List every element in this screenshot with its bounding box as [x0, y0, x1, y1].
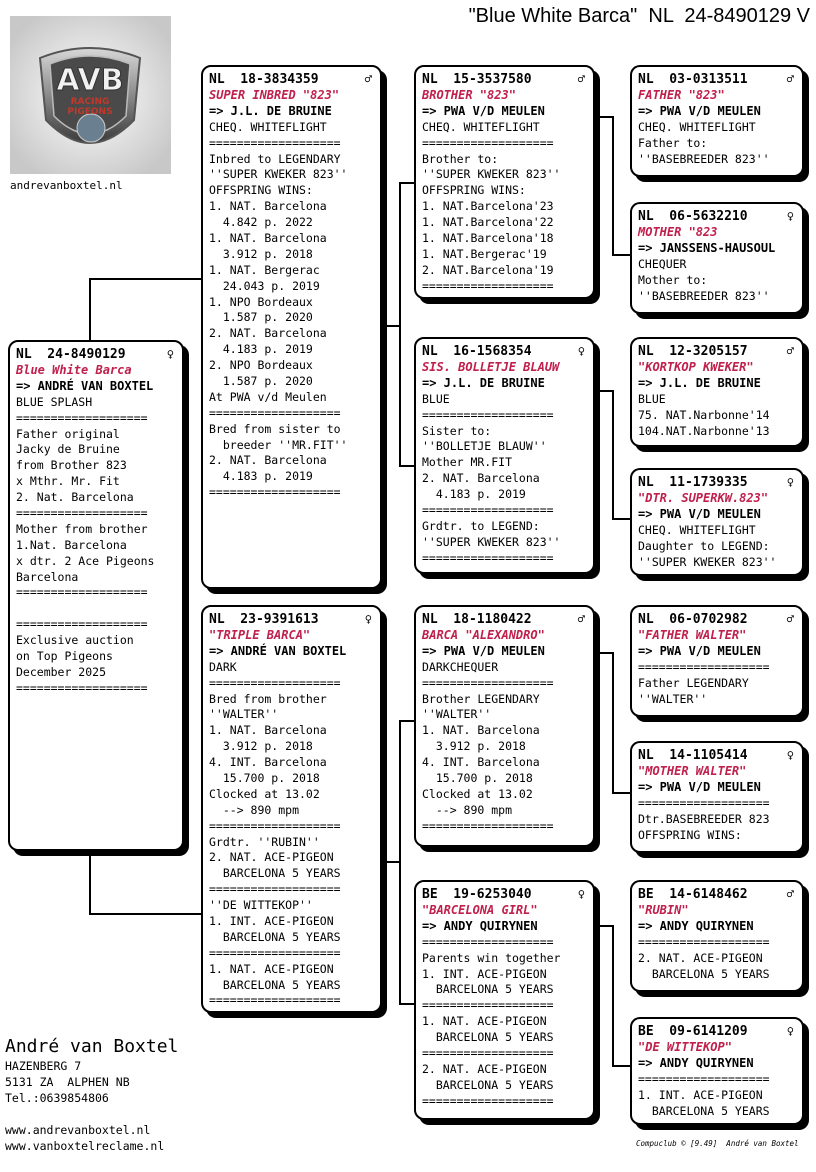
card-line: 2. NAT. ACE-PIGEON: [422, 1061, 547, 1076]
card-line: Exclusive auction: [16, 633, 134, 648]
breeder-line: HAZENBERG 7: [5, 1059, 82, 1073]
card-line: x Mthr. Mr. Fit: [16, 474, 120, 489]
card-line: ===================: [422, 502, 554, 517]
card-line: December 2025: [16, 664, 107, 679]
owner: => PWA V/D MEULEN: [422, 643, 545, 658]
sex-icon: ♂: [786, 72, 794, 86]
card-line: 1. NAT. Barcelona: [422, 723, 540, 738]
pigeon-name: BARCA "ALEXANDRO": [422, 627, 545, 642]
card-line: ''BASEBREEDER 823'': [638, 151, 770, 166]
card-line: 1. NAT. Barcelona: [209, 723, 327, 738]
pigeon-name: "TRIPLE BARCA": [209, 627, 311, 642]
card-line: ===================: [16, 585, 148, 600]
ring-number: [422, 612, 587, 628]
connector: [612, 652, 614, 794]
pigeon-name: "RUBIN": [638, 902, 689, 917]
breeder-info: [5, 1036, 178, 1154]
card-line: ===================: [209, 993, 341, 1008]
card-line: DARK: [209, 659, 237, 674]
card-line: ''BOLLETJE BLAUW'': [422, 439, 547, 454]
card-line: ===================: [638, 1071, 770, 1086]
pigeon-name: "KORTKOP KWEKER": [638, 359, 754, 374]
connector: [612, 1065, 632, 1067]
sex-icon: ♀: [786, 475, 794, 489]
ring-text: NL 23-9391613: [209, 612, 319, 627]
card-line: BARCELONA 5 YEARS: [422, 982, 554, 997]
card-line: breeder ''MR.FIT'': [209, 437, 348, 452]
card-line: ===================: [422, 1045, 554, 1060]
owner: => ANDY QUIRYNEN: [422, 918, 538, 933]
card-line: ===================: [422, 550, 554, 565]
connector: [612, 518, 632, 520]
connector: [89, 278, 91, 340]
ring-number: [638, 612, 796, 628]
card-line: from Brother 823: [16, 458, 127, 473]
card-line: BARCELONA 5 YEARS: [209, 929, 341, 944]
card-line: 75. NAT.Narbonne'14: [638, 407, 770, 422]
card-line: Inbred to LEGENDARY: [209, 151, 341, 166]
connector: [399, 720, 401, 1005]
card-line: Mother from brother: [16, 521, 148, 536]
owner: => ANDRÉ VAN BOXTEL: [209, 643, 347, 658]
card-line: ===================: [638, 934, 770, 949]
sex-icon: ♂: [577, 72, 585, 86]
sex-icon: ♀: [577, 344, 585, 358]
card-line: 1.587 p. 2020: [209, 373, 313, 388]
ring-number: [209, 612, 374, 628]
pigeon-card-subject[interactable]: [8, 340, 184, 851]
card-line: 2. NAT. Barcelona: [209, 326, 327, 341]
ring-number: [638, 1024, 796, 1040]
logo-subtext-1: RACING: [70, 97, 110, 107]
card-line: Clocked at 13.02: [422, 786, 533, 801]
card-line: ===================: [422, 998, 554, 1013]
card-line: ===================: [209, 675, 341, 690]
card-line: Grdtr. ''RUBIN'': [209, 834, 320, 849]
card-line: CHEQ. WHITEFLIGHT: [422, 119, 540, 134]
ring-number: [422, 72, 587, 88]
card-line: ===================: [422, 407, 554, 422]
pigeon-card-sire[interactable]: [201, 65, 382, 589]
card-line: BLUE SPLASH: [16, 394, 93, 409]
card-line: Sister to:: [422, 423, 492, 438]
card-line: 2. NAT. Barcelona: [422, 471, 540, 486]
owner: => PWA V/D MEULEN: [422, 103, 545, 118]
pigeon-card-sire-dam-sire[interactable]: [630, 337, 804, 447]
card-line: Bred from sister to: [209, 421, 341, 436]
owner: => J.L. DE BRUINE: [638, 375, 761, 390]
pigeon-name: Blue White Barca: [16, 362, 132, 377]
sex-icon: ♀: [166, 347, 174, 361]
ring-text: NL 14-1105414: [638, 748, 748, 763]
connector: [89, 913, 204, 915]
card-line: Daughter to LEGEND:: [638, 538, 770, 553]
connector: [594, 390, 614, 392]
breeder-website-link[interactable]: www.vanboxtelreclame.nl: [5, 1139, 165, 1153]
owner: => ANDY QUIRYNEN: [638, 1055, 754, 1070]
sex-icon: ♀: [364, 612, 372, 626]
card-line: ===================: [422, 135, 554, 150]
pigeon-name: BROTHER "823": [422, 87, 516, 102]
card-line: BARCELONA 5 YEARS: [638, 1103, 770, 1118]
ring-text: NL 16-1568354: [422, 344, 532, 359]
connector: [381, 325, 401, 327]
card-line: 1. NPO Bordeaux: [209, 294, 313, 309]
card-line: Jacky de Bruine: [16, 442, 120, 457]
card-line: BARCELONA 5 YEARS: [209, 977, 341, 992]
ring-number: [638, 209, 796, 225]
logo-url: andrevanboxtel.nl: [10, 179, 123, 192]
card-line: ''SUPER KWEKER 823'': [422, 534, 561, 549]
pigeon-card-sire-sire-sire[interactable]: [630, 65, 804, 177]
card-line: ===================: [209, 405, 341, 420]
connector: [612, 390, 614, 520]
ring-text: NL 15-3537580: [422, 72, 532, 87]
card-line: 2. NPO Bordeaux: [209, 358, 313, 373]
owner: => J.L. DE BRUINE: [209, 103, 332, 118]
breeder-line: 5131 ZA ALPHEN NB: [5, 1075, 130, 1089]
ring-text: BE 09-6141209: [638, 1024, 748, 1039]
owner: => ANDRÉ VAN BOXTEL: [16, 378, 154, 393]
card-line: ''DE WITTEKOP'': [209, 898, 313, 913]
card-line: --> 890 mpm: [209, 802, 300, 817]
pigeon-card-sire-sire-dam[interactable]: [630, 202, 804, 314]
pigeon-card-sire-dam-dam[interactable]: [630, 468, 804, 576]
card-line: 1. NAT. ACE-PIGEON: [209, 961, 334, 976]
breeder-name: André van Boxtel: [5, 1036, 179, 1057]
pigeon-name: "MOTHER WALTER": [638, 763, 747, 778]
card-line: OFFSPRING WINS:: [209, 183, 313, 198]
card-line: Bred from brother: [209, 691, 327, 706]
card-line: OFFSPRING WINS:: [422, 183, 526, 198]
pigeon-name: "BARCELONA GIRL": [422, 902, 538, 917]
card-line: ''SUPER KWEKER 823'': [422, 167, 561, 182]
pigeon-name: MOTHER "823: [638, 224, 718, 239]
connector: [399, 182, 401, 467]
card-line: Brother LEGENDARY: [422, 691, 540, 706]
card-line: 4.842 p. 2022: [209, 215, 313, 230]
sex-icon: ♂: [786, 344, 794, 358]
card-line: ===================: [209, 135, 341, 150]
avb-logo: [10, 16, 171, 174]
card-line: Brother to:: [422, 151, 499, 166]
card-line: Father original: [16, 426, 120, 441]
card-line: on Top Pigeons: [16, 648, 113, 663]
ring-number: [422, 887, 587, 903]
owner: => J.L. DE BRUINE: [422, 375, 545, 390]
card-line: CHEQ. WHITEFLIGHT: [638, 119, 756, 134]
card-line: ''WALTER'': [422, 707, 492, 722]
card-line: --> 890 mpm: [422, 802, 513, 817]
card-line: BARCELONA 5 YEARS: [638, 966, 770, 981]
card-line: ''BASEBREEDER 823'': [638, 288, 770, 303]
card-line: Father LEGENDARY: [638, 675, 749, 690]
sex-icon: ♂: [786, 612, 794, 626]
card-line: 1. NAT. Bergerac: [209, 262, 320, 277]
sex-icon: ♀: [577, 887, 585, 901]
sex-icon: ♂: [577, 612, 585, 626]
card-line: 1. NAT. Barcelona: [209, 230, 327, 245]
card-line: Clocked at 13.02: [209, 786, 320, 801]
card-line: 1. INT. ACE-PIGEON: [209, 913, 334, 928]
pigeon-card-dam-dam[interactable]: [414, 880, 595, 1120]
card-line: ===================: [209, 945, 341, 960]
pigeon-card-dam-sire-dam[interactable]: [630, 741, 804, 853]
card-line: BARCELONA 5 YEARS: [422, 1077, 554, 1092]
ring-text: BE 14-6148462: [638, 887, 748, 902]
ring-number: [638, 475, 796, 491]
connector: [612, 792, 632, 794]
card-line: 15.700 p. 2018: [209, 770, 320, 785]
card-line: [16, 601, 176, 617]
card-line: 1. NAT. ACE-PIGEON: [422, 1014, 547, 1029]
card-line: 1. INT. ACE-PIGEON: [422, 966, 547, 981]
owner: => PWA V/D MEULEN: [638, 103, 761, 118]
pigeon-card-sire-sire[interactable]: [414, 65, 595, 299]
card-line: ===================: [638, 659, 770, 674]
card-line: 1. NAT.Barcelona'22: [422, 215, 554, 230]
card-line: 4.183 p. 2019: [209, 469, 313, 484]
card-line: 3.912 p. 2018: [209, 246, 313, 261]
card-line: 3.912 p. 2018: [422, 739, 526, 754]
card-line: Dtr.BASEBREEDER 823: [638, 811, 770, 826]
card-line: ''SUPER KWEKER 823'': [638, 554, 777, 569]
card-line: 1. NAT.Bergerac'19: [422, 246, 547, 261]
logo-text: AVB: [56, 63, 124, 98]
card-line: 2. NAT. Barcelona: [209, 453, 327, 468]
pigeon-card-dam-sire[interactable]: [414, 605, 595, 847]
logo-subtext-2: PIGEONS: [67, 107, 113, 117]
card-line: ===================: [16, 505, 148, 520]
ring-text: NL 24-8490129: [16, 347, 126, 362]
card-line: 1. NAT.Barcelona'18: [422, 230, 554, 245]
card-line: 1. NAT.Barcelona'23: [422, 199, 554, 214]
card-line: ===================: [16, 617, 148, 632]
card-line: 2. Nat. Barcelona: [16, 490, 134, 505]
owner: => ANDY QUIRYNEN: [638, 918, 754, 933]
card-line: Barcelona: [16, 569, 79, 584]
ring-number: [638, 72, 796, 88]
ring-text: NL 06-5632210: [638, 209, 748, 224]
card-line: 2. NAT.Barcelona'19: [422, 262, 554, 277]
pigeon-card-sire-dam[interactable]: [414, 337, 595, 574]
ring-number: [209, 72, 374, 88]
card-line: 24.043 p. 2019: [209, 278, 320, 293]
card-line: ===================: [638, 795, 770, 810]
ring-number: [638, 887, 796, 903]
card-line: ===================: [16, 410, 148, 425]
sex-icon: ♀: [786, 209, 794, 223]
card-line: CHEQUER: [638, 256, 687, 271]
owner: => PWA V/D MEULEN: [638, 779, 761, 794]
ring-number: [422, 344, 587, 360]
ring-number: [16, 347, 176, 363]
ring-text: NL 11-1739335: [638, 475, 748, 490]
card-line: OFFSPRING WINS:: [638, 827, 742, 842]
ring-text: NL 18-1180422: [422, 612, 532, 627]
sex-icon: ♂: [786, 887, 794, 901]
card-line: BLUE: [638, 391, 666, 406]
owner: => JANSSENS-HAUSOUL: [638, 240, 776, 255]
pigeon-card-dam-sire-sire[interactable]: [630, 605, 804, 717]
card-line: Mother to:: [638, 272, 708, 287]
card-line: BARCELONA 5 YEARS: [422, 1030, 554, 1045]
card-line: Father to:: [638, 135, 708, 150]
pigeon-name: "FATHER WALTER": [638, 627, 747, 642]
card-line: 4.183 p. 2019: [209, 342, 313, 357]
connector: [594, 925, 614, 927]
breeder-line: [5, 1106, 178, 1122]
connector: [594, 116, 614, 118]
card-line: ===================: [209, 882, 341, 897]
card-line: ===================: [422, 818, 554, 833]
connector: [612, 925, 614, 1067]
card-line: Mother MR.FIT: [422, 455, 513, 470]
ring-text: BE 19-6253040: [422, 887, 532, 902]
card-line: ===================: [422, 1093, 554, 1108]
ring-text: NL 03-0313511: [638, 72, 748, 87]
ring-text: NL 18-3834359: [209, 72, 319, 87]
card-line: 2. NAT. ACE-PIGEON: [209, 850, 334, 865]
card-line: ===================: [209, 818, 341, 833]
card-line: CHEQ. WHITEFLIGHT: [638, 522, 756, 537]
ring-text: NL 06-0702982: [638, 612, 748, 627]
card-line: 1. INT. ACE-PIGEON: [638, 1087, 763, 1102]
page-title: "Blue White Barca" NL 24-8490129 V: [468, 5, 810, 27]
card-line: ''WALTER'': [209, 707, 279, 722]
card-line: 104.NAT.Narbonne'13: [638, 423, 770, 438]
card-line: 1. NAT. Barcelona: [209, 199, 327, 214]
pigeon-name: SUPER INBRED "823": [209, 87, 340, 102]
owner: => PWA V/D MEULEN: [638, 506, 761, 521]
card-line: ===================: [16, 680, 148, 695]
connector: [612, 254, 632, 256]
pigeon-card-dam[interactable]: [201, 605, 382, 1013]
card-line: 1.Nat. Barcelona: [16, 537, 127, 552]
card-line: 4.183 p. 2019: [422, 487, 526, 502]
ring-text: NL 12-3205157: [638, 344, 748, 359]
card-line: DARKCHEQUER: [422, 659, 499, 674]
connector: [612, 116, 614, 256]
card-line: 2. NAT. ACE-PIGEON: [638, 950, 763, 965]
card-line: 4. INT. Barcelona: [209, 755, 327, 770]
pigeon-name: SIS. BOLLETJE BLAUW: [422, 359, 560, 374]
pigeon-name: "DTR. SUPERKW.823": [638, 490, 769, 505]
card-line: 15.700 p. 2018: [422, 770, 533, 785]
connector: [594, 652, 614, 654]
card-line: At PWA v/d Meulen: [209, 389, 327, 404]
card-line: ===================: [209, 485, 341, 500]
sex-icon: ♀: [786, 748, 794, 762]
sex-icon: ♀: [786, 1024, 794, 1038]
connector: [381, 861, 401, 863]
card-line: Parents win together: [422, 950, 561, 965]
breeder-line: Tel.:0639854806: [5, 1091, 109, 1105]
card-line: ===================: [422, 934, 554, 949]
breeder-website-link[interactable]: www.andrevanboxtel.nl: [5, 1123, 151, 1137]
pigeon-card-dam-dam-dam[interactable]: [630, 1017, 804, 1125]
connector: [89, 278, 204, 280]
card-line: ===================: [422, 278, 554, 293]
sex-icon: ♂: [364, 72, 372, 86]
ring-number: [638, 344, 796, 360]
card-line: ''WALTER'': [638, 691, 708, 706]
card-line: Grdtr. to LEGEND:: [422, 518, 540, 533]
card-line: x dtr. 2 Ace Pigeons: [16, 553, 155, 568]
card-line: 3.912 p. 2018: [209, 739, 313, 754]
ring-number: [638, 748, 796, 764]
card-line: 1.587 p. 2020: [209, 310, 313, 325]
pigeon-name: FATHER "823": [638, 87, 725, 102]
connector: [89, 851, 91, 915]
pigeon-name: "DE WITTEKOP": [638, 1039, 732, 1054]
card-line: BLUE: [422, 391, 450, 406]
card-line: 4. INT. Barcelona: [422, 755, 540, 770]
card-line: ''SUPER KWEKER 823'': [209, 167, 348, 182]
card-line: BARCELONA 5 YEARS: [209, 866, 341, 881]
card-line: CHEQ. WHITEFLIGHT: [209, 119, 327, 134]
footer-credit: Compuclub © [9.49] André van Boxtel: [636, 1139, 799, 1148]
pigeon-card-dam-dam-sire[interactable]: [630, 880, 804, 992]
owner: => PWA V/D MEULEN: [638, 643, 761, 658]
card-line: ===================: [422, 675, 554, 690]
